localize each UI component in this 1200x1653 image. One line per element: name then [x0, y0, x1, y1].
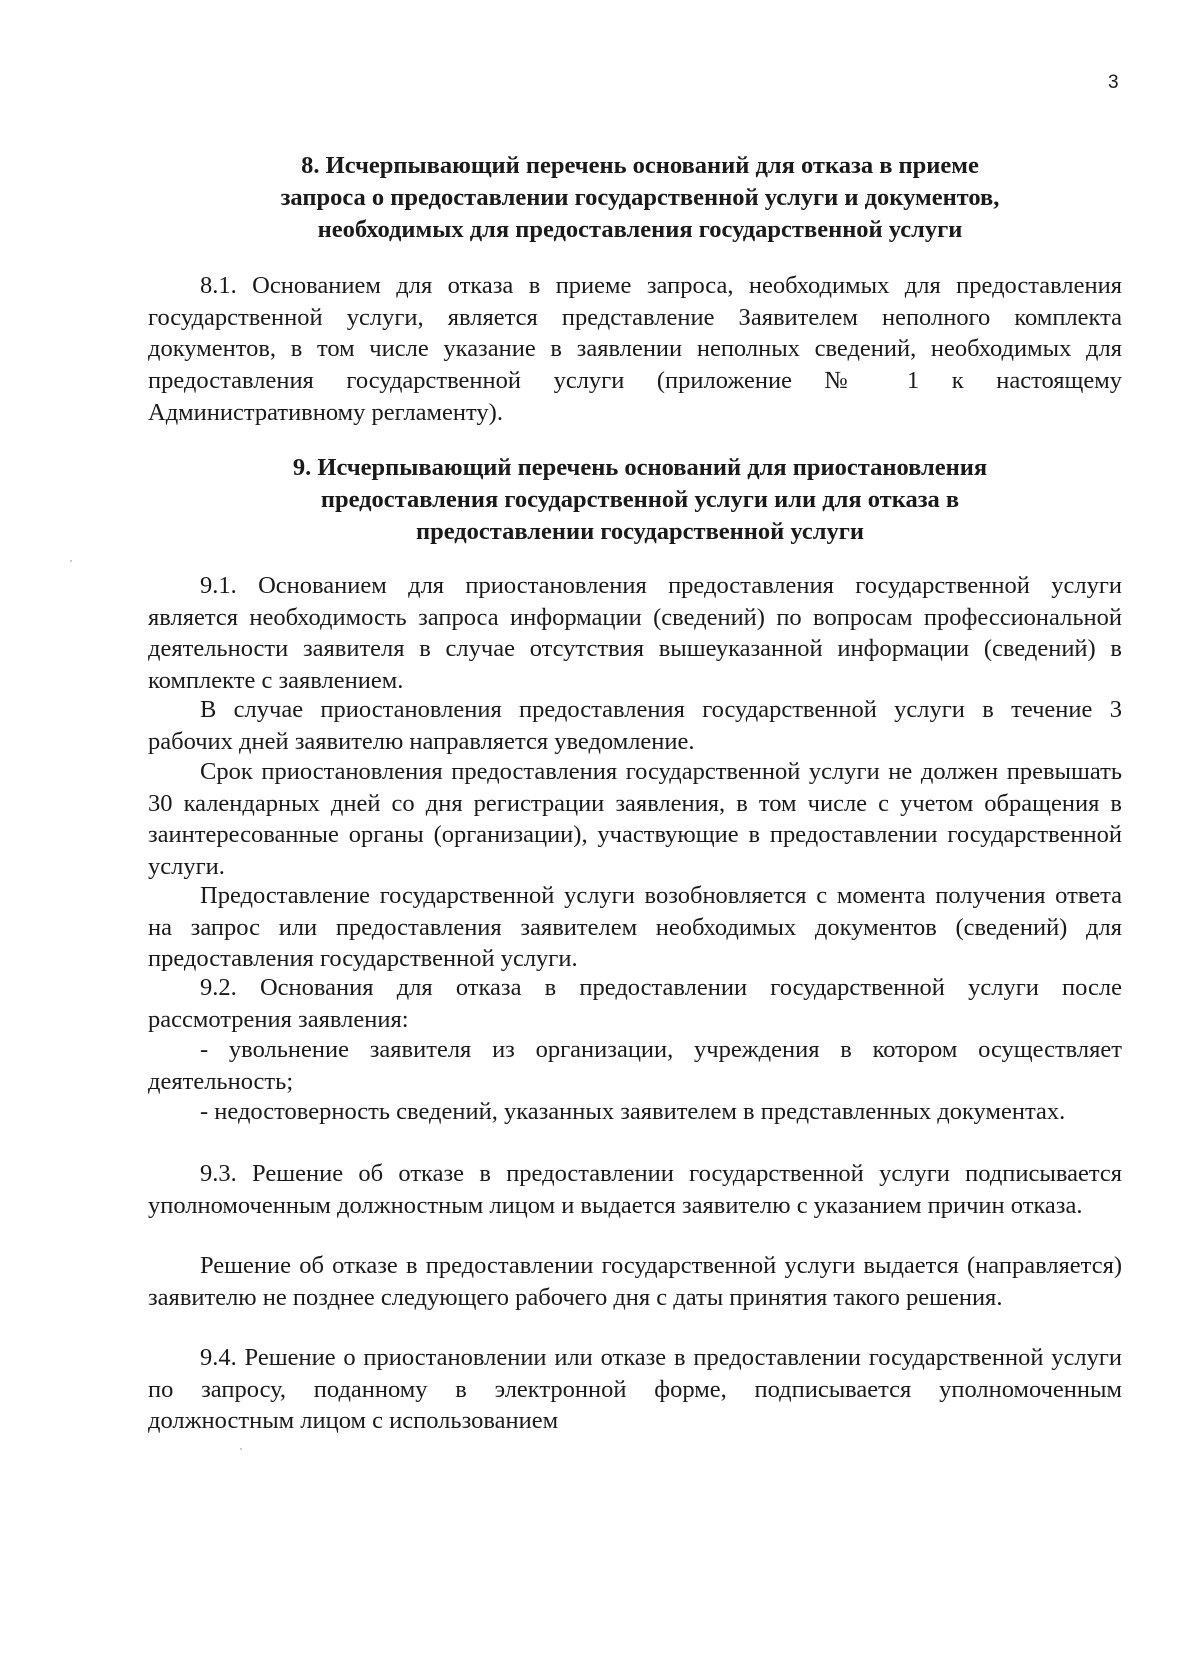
heading-line: необходимых для предоставления государственной услуги	[317, 216, 963, 243]
paragraph-9-2: 9.2. Основания для отказа в предоставлении государственной услуги после рассмотрения заявления:	[148, 974, 1122, 1033]
page-number: 3	[1108, 72, 1119, 93]
scan-speck	[70, 560, 72, 562]
paragraph-9-1-suspension-term: Срок приостановления предоставления государственной услуги не должен превышать 30 календарных дней со дня регистрации заявления, в том числе с учетом обращения в заинтересованные органы (организации), участвующие в предоставлении государственной услуги.	[148, 758, 1122, 881]
paragraph-9-1-suspension-notice: В случае приостановления предоставления государственной услуги в течение 3 рабочих дней заявителю направляется уведомление.	[148, 696, 1122, 755]
scan-speck	[240, 1448, 242, 1450]
paragraph-8-1: 8.1. Основанием для отказа в приеме запроса, необходимых для предоставления государственной услуги, является представление Заявителем неполного комплекта документов, в том числе указание в заявлении неполных сведений, необходимых для предоставления государственной услуги (приложение № 1 к настоящему Административному регламенту).	[148, 272, 1122, 426]
paragraph-9-2-item-unreliable: - недостоверность сведений, указанных заявителем в представленных документах.	[200, 1098, 1066, 1125]
paragraph-9-1-resumption: Предоставление государственной услуги возобновляется с момента получения ответа на запрос или предоставления заявителем необходимых документов (сведений) для предоставления государственной услуги.	[148, 882, 1122, 973]
section-8-heading	[160, 150, 1120, 246]
paragraph-9-4: 9.4. Решение о приостановлении или отказе в предоставлении государственной услуги по запросу, поданному в электронной форме, подписывается уполномоченным должностным лицом с использованием	[148, 1344, 1122, 1435]
paragraph-9-2-item-dismissal: - увольнение заявителя из организации, учреждения в котором осуществляет деятельность;	[148, 1036, 1122, 1095]
heading-line: 9. Исчерпывающий перечень оснований для приостановления	[292, 454, 988, 481]
paragraph-9-3-issuance: Решение об отказе в предоставлении государственной услуги выдается (направляется) заявителю не позднее следующего рабочего дня с даты принятия такого решения.	[148, 1252, 1122, 1311]
section-9-heading	[160, 452, 1120, 548]
heading-line: 8. Исчерпывающий перечень оснований для отказа в приеме	[301, 152, 979, 179]
heading-line: запроса о предоставлении государственной услуги и документов,	[280, 184, 1000, 211]
paragraph-9-3: 9.3. Решение об отказе в предоставлении государственной услуги подписывается уполномоченным должностным лицом и выдается заявителю с указанием причин отказа.	[148, 1160, 1122, 1219]
heading-line: предоставлении государственной услуги	[415, 518, 865, 545]
paragraph-9-1: 9.1. Основанием для приостановления предоставления государственной услуги является необходимость запроса информации (сведений) по вопросам профессиональной деятельности заявителя в случае отсутствия вышеуказанной информации (сведений) в комплекте с заявлением.	[148, 572, 1122, 695]
heading-line: предоставления государственной услуги или для отказа в	[320, 486, 960, 513]
